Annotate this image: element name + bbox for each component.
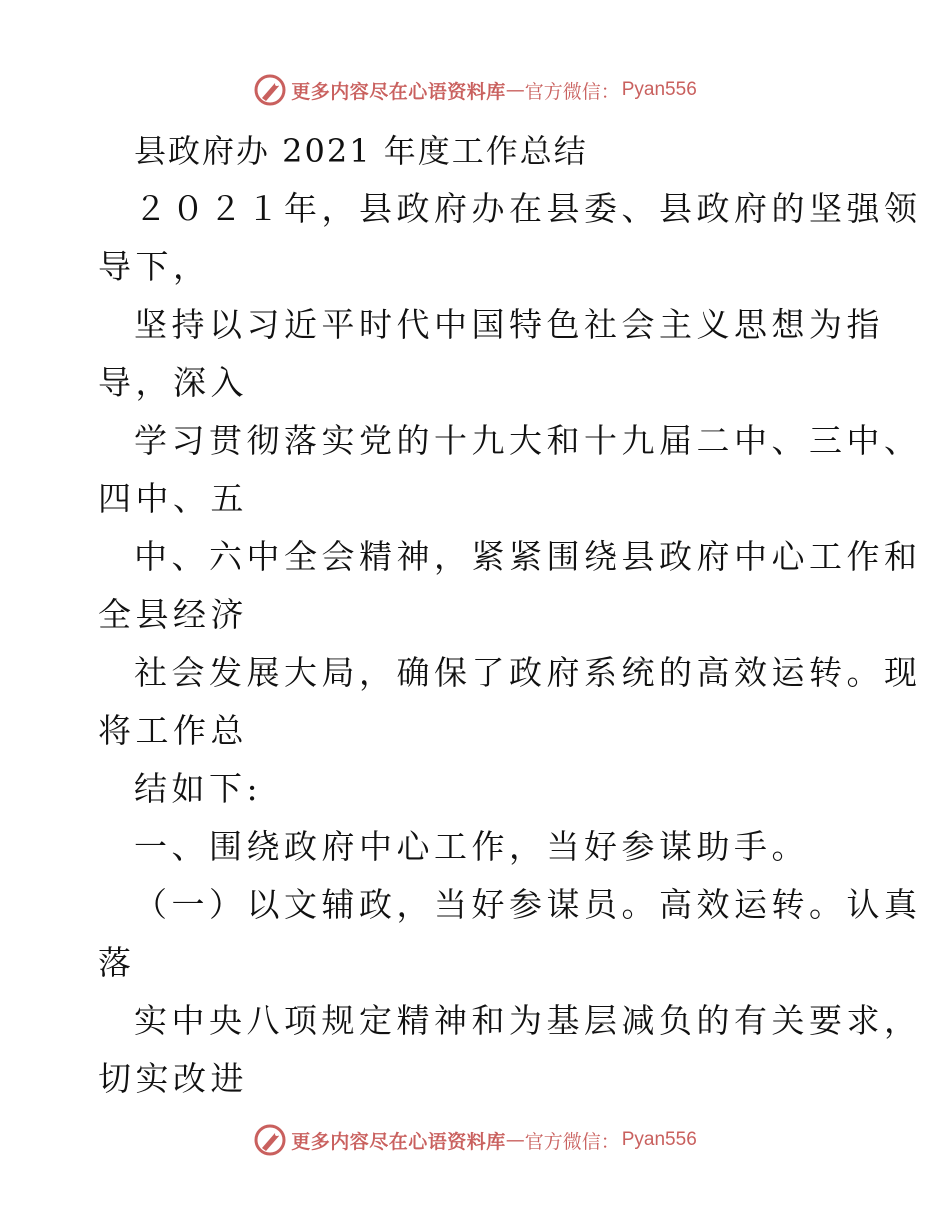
paragraph-line: 全县经济	[98, 595, 248, 634]
paragraph-line: 社会发展大局，确保了政府系统的高效运转。现	[134, 653, 922, 692]
watermark-banner-bottom	[0, 1120, 950, 1160]
paragraph-line: 中、六中全会精神，紧紧围绕县政府中心工作和	[134, 537, 922, 576]
banner-wechat-label: 官方微信：	[524, 80, 620, 103]
banner-dash: —	[505, 1129, 525, 1151]
paragraph-line: 落	[98, 943, 136, 982]
document-body	[98, 122, 922, 1108]
paragraph-line: ２０２１年，县政府办在县委、县政府的坚强领	[134, 189, 922, 228]
paragraph-line: 四中、五	[98, 479, 248, 518]
banner-wechat-label: 官方微信：	[524, 1130, 620, 1153]
banner-text: 更多内容尽在心语资料库	[291, 1130, 506, 1153]
paragraph-line: 实中央八项规定精神和为基层减负的有关要求，	[134, 1001, 922, 1040]
document-title: 县政府办 2021 年度工作总结	[134, 132, 588, 170]
paragraph-line: 导，深入	[98, 363, 248, 402]
banner-dash: —	[505, 79, 525, 101]
paragraph-line: 结如下:	[134, 769, 263, 808]
pen-logo-icon	[253, 73, 287, 107]
paragraph-line: 坚持以习近平时代中国特色社会主义思想为指	[134, 305, 884, 344]
banner-wechat-id: Pyan556	[621, 79, 697, 100]
banner-wechat-id: Pyan556	[621, 1129, 697, 1150]
subsection-heading: （一）以文辅政，当好参谋员。高效运转。认真	[134, 885, 922, 924]
watermark-banner-top	[0, 70, 950, 110]
banner-text: 更多内容尽在心语资料库	[291, 80, 506, 103]
section-heading: 一、围绕政府中心工作，当好参谋助手。	[134, 827, 809, 866]
paragraph-line: 将工作总	[98, 711, 248, 750]
pen-logo-icon	[253, 1123, 287, 1157]
paragraph-line: 学习贯彻落实党的十九大和十九届二中、三中、	[134, 421, 922, 460]
paragraph-line: 导下，	[98, 247, 211, 286]
paragraph-line: 切实改进	[98, 1059, 248, 1098]
